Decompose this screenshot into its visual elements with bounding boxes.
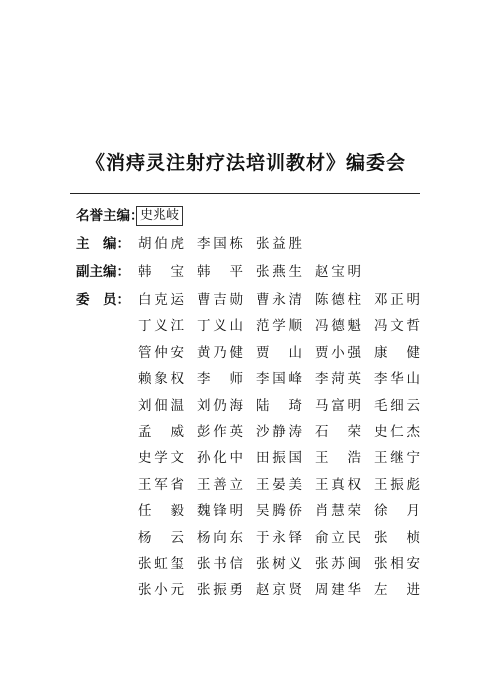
members-label: 委 员： xyxy=(76,292,130,308)
member-name: 范学顺 xyxy=(256,318,302,335)
chief-editors-label: 主 编： xyxy=(76,236,130,252)
chief-editor-name: 张益胜 xyxy=(256,236,302,252)
member-name: 张苏闽 xyxy=(315,556,361,572)
member-name: 史仁杰 xyxy=(374,424,420,440)
member-name: 王晏美 xyxy=(256,476,302,493)
member-name: 陆 琦 xyxy=(256,397,302,414)
member-name: 陈德柱 xyxy=(315,292,361,308)
member-name: 沙静涛 xyxy=(256,424,302,440)
member-name: 冯德魁 xyxy=(315,318,361,335)
member-name: 杨 云 xyxy=(138,529,184,546)
member-name: 贾小强 xyxy=(315,344,361,361)
member-name: 毛细云 xyxy=(374,397,420,414)
member-name: 刘仍海 xyxy=(197,397,243,414)
member-name: 曹永清 xyxy=(256,292,302,308)
member-name: 李菏英 xyxy=(315,371,361,388)
member-name: 李国峰 xyxy=(256,371,302,388)
member-name: 张振勇 xyxy=(197,582,243,599)
member-name: 黄乃健 xyxy=(197,344,243,361)
member-name: 赖象权 xyxy=(138,371,184,388)
member-name: 邓正明 xyxy=(374,292,420,308)
member-name: 王军省 xyxy=(138,476,184,493)
member-name: 左 进 xyxy=(374,582,420,599)
member-name: 杨向东 xyxy=(197,529,243,546)
member-name: 孟 威 xyxy=(138,424,184,440)
member-name: 管仲安 xyxy=(138,344,184,361)
member-name: 吴腾侨 xyxy=(256,503,302,520)
member-name: 张书信 xyxy=(197,556,243,572)
member-name: 魏锋明 xyxy=(197,503,243,520)
member-name: 白克运 xyxy=(138,292,184,308)
member-name: 张相安 xyxy=(374,556,420,572)
honorary-chief-name: 史兆岐 xyxy=(136,206,183,226)
member-name: 史学文 xyxy=(138,450,184,467)
member-name: 肖慧荣 xyxy=(315,503,361,520)
deputy-chief-editors-label: 副主编： xyxy=(76,264,130,280)
member-name: 周建华 xyxy=(315,582,361,599)
member-name: 孙化中 xyxy=(197,450,243,467)
member-name: 刘佃温 xyxy=(138,397,184,414)
chief-editor-name: 胡伯虎 xyxy=(138,236,184,252)
member-name: 王继宁 xyxy=(374,450,420,467)
member-name: 张小元 xyxy=(138,582,184,599)
deputy-chief-editor-name: 韩 平 xyxy=(197,264,243,280)
member-name: 贾 山 xyxy=(256,344,302,361)
member-name: 李华山 xyxy=(374,371,420,388)
member-name: 石 荣 xyxy=(315,424,361,440)
member-name: 曹吉勋 xyxy=(197,292,243,308)
honorary-chief-label: 名誉主编： xyxy=(76,208,144,224)
member-name: 王善立 xyxy=(197,476,243,493)
member-name: 徐 月 xyxy=(374,503,420,520)
member-name: 李 师 xyxy=(197,371,243,388)
page-title: 《消痔灵注射疗法培训教材》编委会 xyxy=(85,152,406,174)
member-name: 王真权 xyxy=(315,476,361,493)
member-name: 冯文哲 xyxy=(374,318,420,335)
deputy-chief-editor-name: 赵宝明 xyxy=(315,264,361,280)
member-name: 康 健 xyxy=(374,344,420,361)
member-name: 彭作英 xyxy=(197,424,243,440)
member-name: 丁义江 xyxy=(138,318,184,335)
chief-editor-name: 李国栋 xyxy=(197,236,243,252)
deputy-chief-editor-name: 韩 宝 xyxy=(138,264,184,280)
title-divider xyxy=(70,193,420,194)
member-name: 丁义山 xyxy=(197,318,243,335)
deputy-chief-editor-name: 张燕生 xyxy=(256,264,302,280)
member-name: 张树义 xyxy=(256,556,302,572)
member-name: 王振彪 xyxy=(374,476,420,493)
member-name: 张 桢 xyxy=(374,529,420,546)
member-name: 任 毅 xyxy=(138,503,184,520)
member-name: 马富明 xyxy=(315,397,361,414)
member-name: 于永铎 xyxy=(256,529,302,546)
member-name: 俞立民 xyxy=(315,529,361,546)
member-name: 张虹玺 xyxy=(138,556,184,572)
member-name: 王 浩 xyxy=(315,450,361,467)
member-name: 田振国 xyxy=(256,450,302,467)
member-name: 赵京贤 xyxy=(256,582,302,599)
